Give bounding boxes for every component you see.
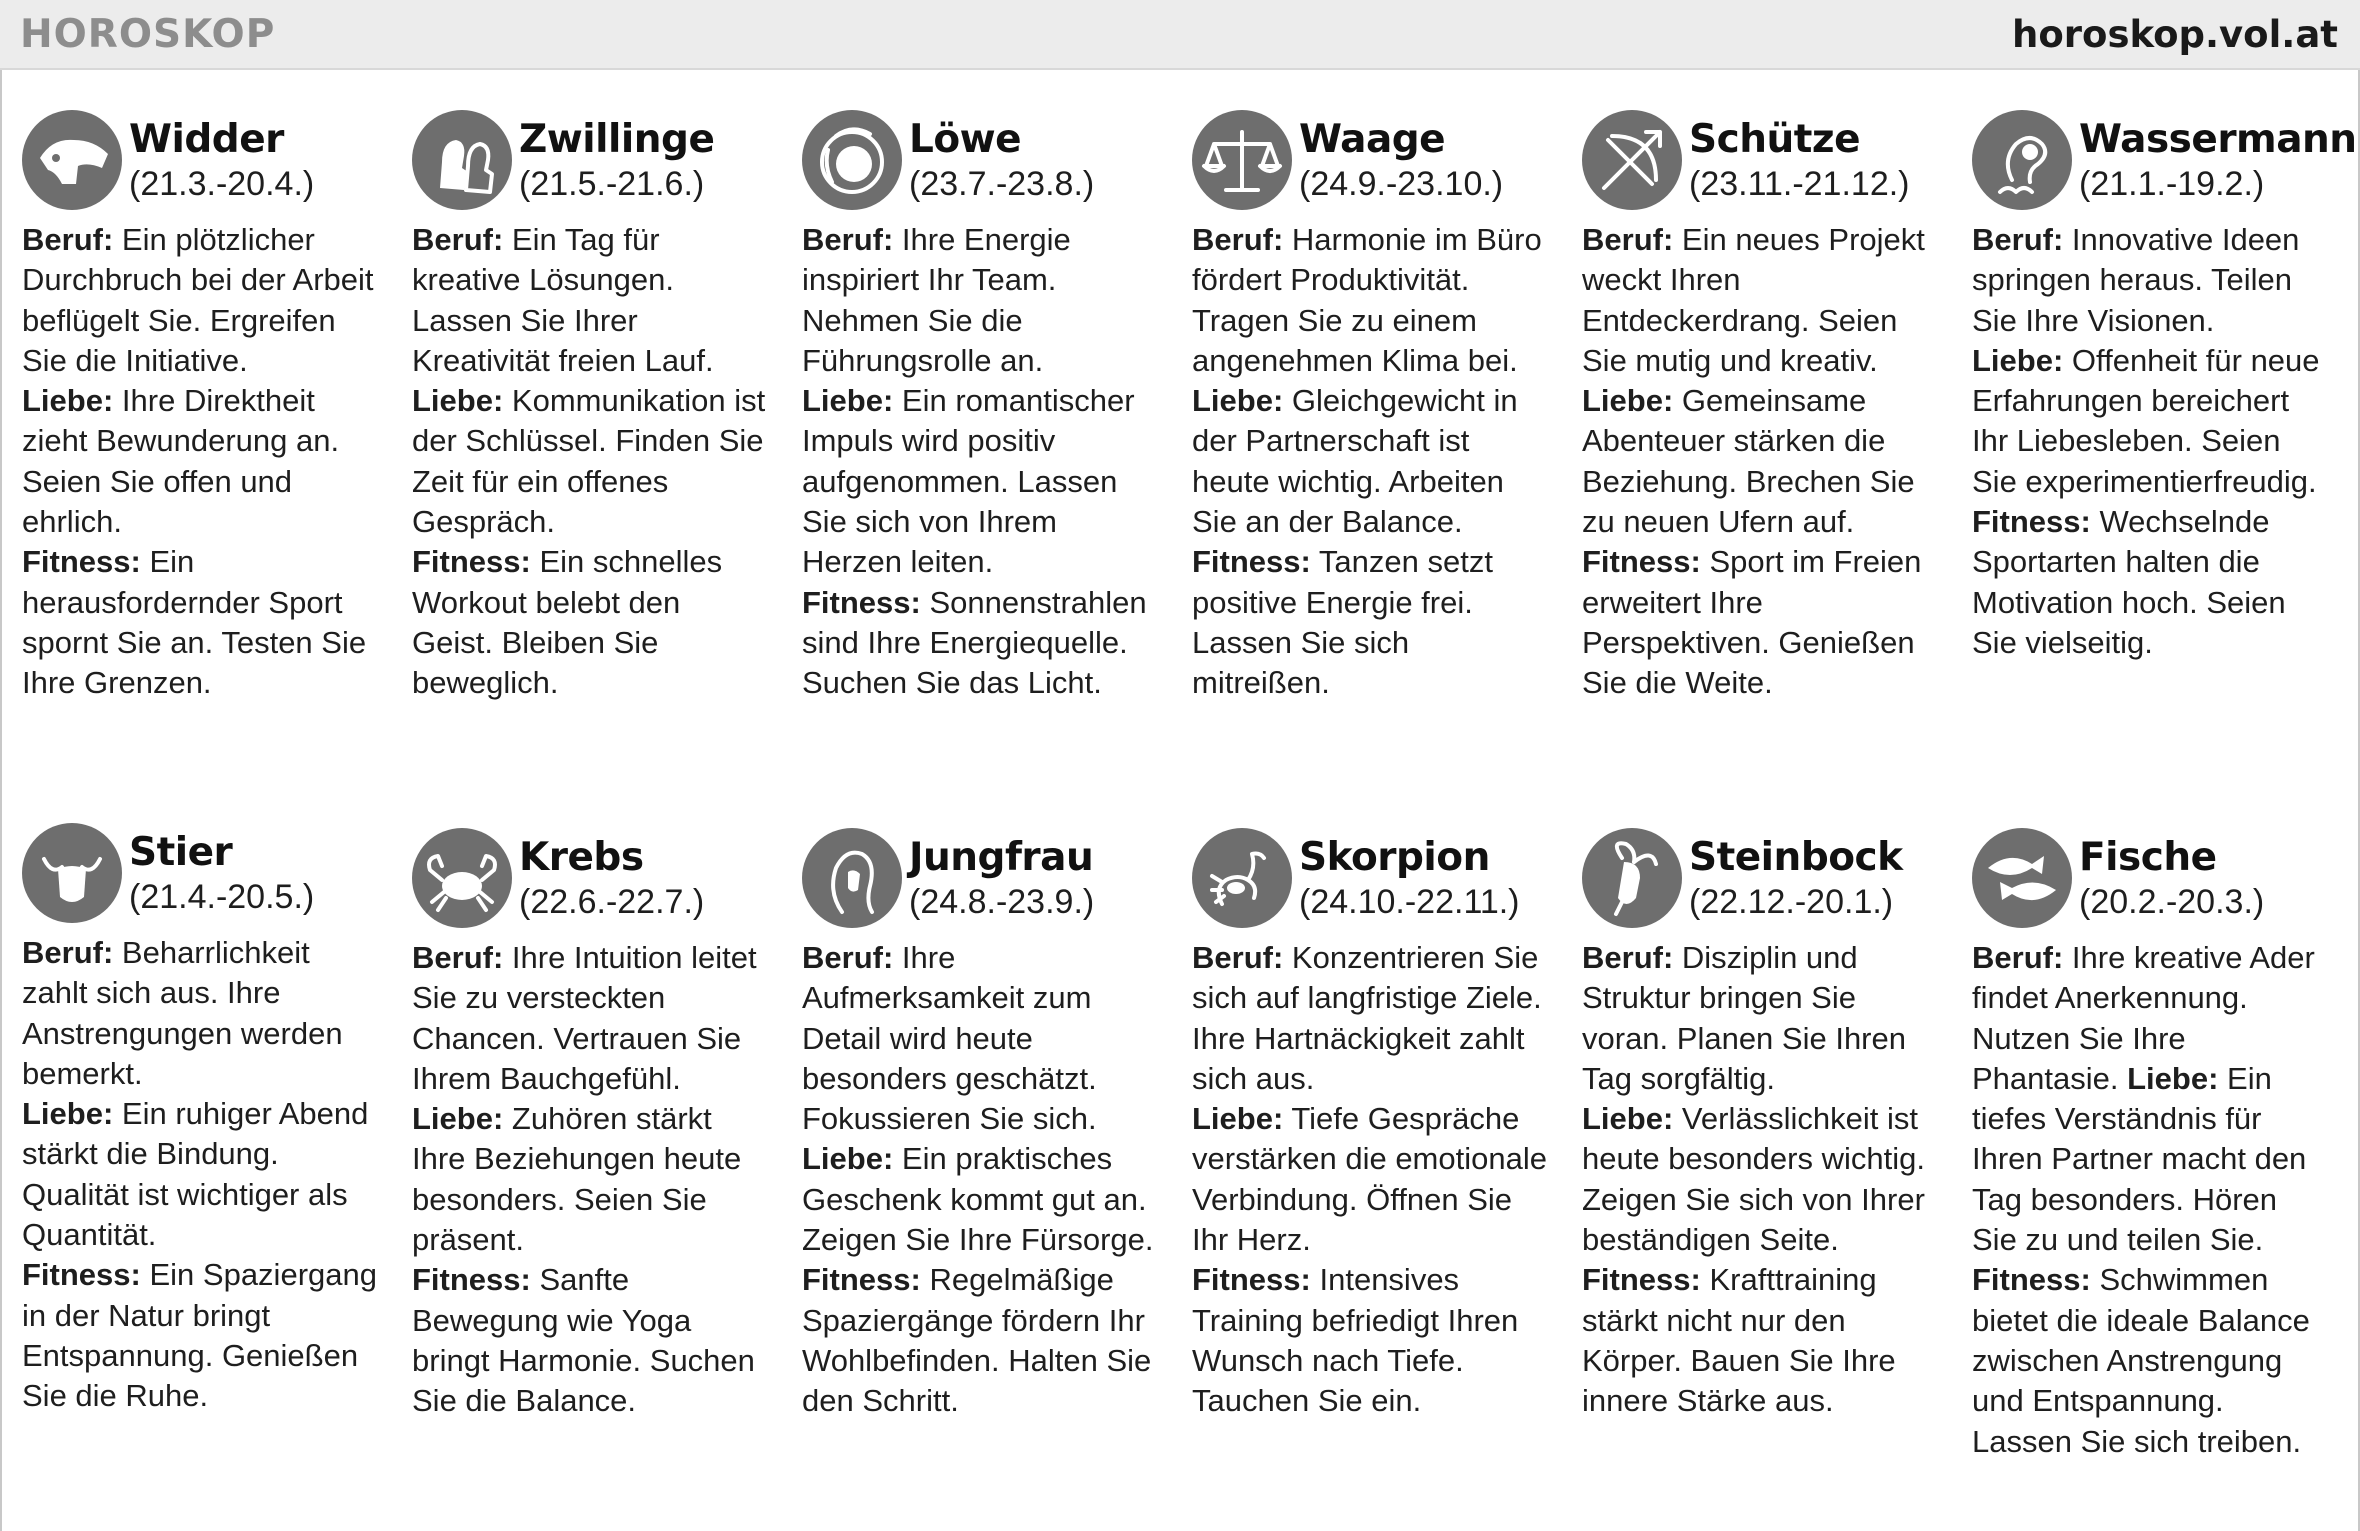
beruf-label: Beruf: [1582, 940, 1674, 975]
horoscope-card-skorpion [1192, 828, 1547, 1422]
fitness-text: Tanzen setzt positive Energie frei. Lassen Sie sich mitreißen. [1192, 544, 1493, 701]
section-label: HOROSKOP [20, 12, 276, 57]
beruf-section [1582, 938, 1937, 1099]
fitness-text: Sanfte Bewegung wie Yoga bringt Harmonie. Suchen Sie die Balance. [412, 1262, 755, 1419]
fitness-section [1582, 542, 1937, 703]
aquarius-icon [1972, 110, 2072, 210]
beruf-text: Ein Tag für kreative Lösungen. Lassen Sie Ihrer Kreativität freien Lauf. [412, 222, 714, 378]
horoscope-text [1192, 938, 1547, 1422]
card-header [1192, 110, 1547, 220]
fitness-label: Fitness: [412, 1262, 531, 1298]
horoscope-text [1972, 220, 2327, 663]
sign-name: Fische [2079, 835, 2217, 880]
card-header [1972, 110, 2357, 220]
horoscope-text [1192, 220, 1547, 704]
horoscope-card-fische [1972, 828, 2327, 1462]
site-url: horoskop.vol.at [2012, 13, 2338, 56]
liebe-label: Liebe: [1582, 383, 1674, 419]
beruf-text: Harmonie im Büro fördert Produktivität. Tragen Sie zu einem angenehmen Klima bei. [1192, 222, 1542, 378]
fitness-section [802, 583, 1157, 704]
fitness-section [412, 1260, 767, 1421]
pisces-fish-icon [1972, 828, 2072, 928]
beruf-section [802, 220, 1157, 381]
horoscope-card-stier [22, 823, 377, 1417]
fitness-text: Sport im Freien erweitert Ihre Perspektiven. Genießen Sie die Weite. [1582, 544, 1922, 701]
horoscope-text [22, 220, 377, 704]
liebe-text: Gemeinsame Abenteuer stärken die Beziehung. Brechen Sie zu neuen Ufern auf. [1582, 383, 1915, 540]
fitness-text: Intensives Training befriedigt Ihren Wunsch nach Tiefe. Tauchen Sie ein. [1192, 1262, 1519, 1419]
card-header [1582, 110, 1937, 220]
liebe-section [412, 1099, 767, 1260]
sign-name: Widder [129, 117, 284, 162]
sign-dates: (23.11.-21.12.) [1689, 165, 1910, 203]
liebe-text: Gleichgewicht in der Partnerschaft ist heute wichtig. Arbeiten Sie an der Balance. [1192, 383, 1518, 540]
beruf-label: Beruf: [412, 940, 504, 975]
sign-dates: (21.4.-20.5.) [129, 878, 315, 916]
liebe-label: Liebe: [1582, 1101, 1674, 1137]
virgo-maiden-icon [802, 828, 902, 928]
sign-dates: (24.9.-23.10.) [1299, 165, 1504, 203]
fitness-section [1972, 502, 2327, 663]
fitness-label: Fitness: [22, 544, 141, 580]
liebe-section [802, 381, 1157, 582]
sign-dates: (21.5.-21.6.) [519, 165, 705, 203]
beruf-section [22, 933, 377, 1094]
liebe-section [1192, 1099, 1547, 1260]
beruf-text: Innovative Ideen springen heraus. Teilen Sie Ihre Visionen. [1972, 222, 2300, 338]
horoscope-card-schütze [1582, 110, 1937, 704]
card-header [412, 828, 767, 938]
sign-name: Steinbock [1689, 835, 1903, 880]
card-header [22, 823, 377, 933]
beruf-section [1192, 220, 1547, 381]
liebe-text: Ein ruhiger Abend stärkt die Bindung. Qualität ist wichtiger als Quantität. [22, 1096, 369, 1253]
fitness-text: Ein Spaziergang in der Natur bringt Entspannung. Genießen Sie die Ruhe. [22, 1257, 377, 1414]
liebe-text: Verlässlichkeit ist heute besonders wichtig. Zeigen Sie sich von Ihrer beständigen Seite. [1582, 1101, 1925, 1258]
liebe-section [1582, 381, 1937, 542]
fitness-text: Schwimmen bietet die ideale Balance zwischen Anstrengung und Entspannung. Lassen Sie sich treiben. [1972, 1262, 2310, 1459]
sign-dates: (23.7.-23.8.) [909, 165, 1095, 203]
fitness-section [1582, 1260, 1937, 1421]
sagittarius-bow-icon [1582, 110, 1682, 210]
horoscope-text [412, 938, 767, 1422]
beruf-text: Ihre Energie inspiriert Ihr Team. Nehmen Sie die Führungsrolle an. [802, 222, 1071, 378]
beruf-text: Ein neues Projekt weckt Ihren Entdeckerdrang. Seien Sie mutig und kreativ. [1582, 222, 1925, 378]
gemini-twins-icon [412, 110, 512, 210]
fitness-label: Fitness: [802, 1262, 921, 1298]
liebe-label: Liebe: [802, 383, 894, 419]
fitness-label: Fitness: [22, 1257, 141, 1293]
horoscope-text [802, 938, 1157, 1422]
card-header [802, 828, 1157, 938]
fitness-text: Ein schnelles Workout belebt den Geist. Bleiben Sie beweglich. [412, 544, 723, 701]
sign-name: Waage [1299, 117, 1446, 162]
card-header [22, 110, 377, 220]
fitness-label: Fitness: [1192, 1262, 1311, 1298]
sign-dates: (21.1.-19.2.) [2079, 165, 2265, 203]
liebe-label: Liebe: [802, 1141, 894, 1177]
liebe-section [22, 381, 377, 542]
beruf-section [1972, 220, 2327, 341]
fitness-label: Fitness: [1582, 1262, 1701, 1298]
sign-name: Stier [129, 830, 233, 875]
liebe-section [412, 381, 767, 542]
liebe-label: Liebe: [412, 1101, 504, 1137]
beruf-text: Ein plötzlicher Durchbruch bei der Arbeit beflügelt Sie. Ergreifen Sie die Initiative. [22, 222, 374, 378]
leo-lion-icon [802, 110, 902, 210]
fitness-text: Sonnenstrahlen sind Ihre Energiequelle. Suchen Sie das Licht. [802, 584, 1147, 701]
beruf-label: Beruf: [1582, 222, 1674, 257]
sign-name: Jungfrau [909, 835, 1094, 880]
beruf-label: Beruf: [802, 222, 894, 257]
beruf-section [412, 220, 767, 381]
beruf-label: Beruf: [1972, 940, 2064, 975]
beruf-text: Beharrlichkeit zahlt sich aus. Ihre Anstrengungen werden bemerkt. [22, 935, 343, 1091]
beruf-label: Beruf: [1972, 222, 2064, 257]
fitness-section [412, 542, 767, 703]
horoscope-text [1582, 938, 1937, 1422]
liebe-section [1582, 1099, 1937, 1260]
taurus-bull-icon [22, 823, 122, 923]
sign-name: Schütze [1689, 117, 1861, 162]
fitness-section [22, 1255, 377, 1416]
beruf-label: Beruf: [1192, 222, 1284, 257]
fitness-label: Fitness: [1582, 544, 1701, 580]
scorpio-scorpion-icon [1192, 828, 1292, 928]
horoscope-text [802, 220, 1157, 704]
sign-name: Löwe [909, 117, 1022, 162]
sign-dates: (24.8.-23.9.) [909, 883, 1095, 921]
beruf-section [802, 938, 1157, 1139]
left-frame-line [0, 70, 2, 1531]
beruf-text: Ihre Aufmerksamkeit zum Detail wird heute besonders geschätzt. Fokussieren Sie sich. [802, 940, 1097, 1137]
liebe-text: Ein romantischer Impuls wird positiv aufgenommen. Lassen Sie sich von Ihrem Herzen leiten. [802, 383, 1135, 580]
liebe-label: Liebe: [1972, 342, 2064, 378]
liebe-section [22, 1094, 377, 1255]
capricorn-goat-icon [1582, 828, 1682, 928]
sign-name: Skorpion [1299, 835, 1490, 880]
sign-dates: (20.2.-20.3.) [2079, 883, 2265, 921]
liebe-section [1972, 341, 2327, 502]
liebe-section [1192, 381, 1547, 542]
fitness-label: Fitness: [1972, 504, 2091, 540]
beruf-text: Ihre Intuition leitet Sie zu versteckten Chancen. Vertrauen Sie Ihrem Bauchgefühl. [412, 940, 757, 1096]
liebe-section [802, 1139, 1157, 1260]
fitness-label: Fitness: [412, 544, 531, 580]
sign-dates: (22.12.-20.1.) [1689, 883, 1894, 921]
liebe-label: Liebe: [22, 383, 114, 419]
fitness-section [22, 542, 377, 703]
horoscope-card-wassermann [1972, 110, 2357, 663]
card-header [1972, 828, 2327, 938]
beruf-label: Beruf: [22, 222, 114, 257]
beruf-section [412, 938, 767, 1099]
card-header [1192, 828, 1547, 938]
sign-dates: (22.6.-22.7.) [519, 883, 705, 921]
sign-name: Wassermann [2079, 117, 2357, 162]
fitness-section [1192, 1260, 1547, 1421]
beruf-label: Beruf: [412, 222, 504, 257]
fitness-label: Fitness: [1192, 544, 1311, 580]
liebe-text: Ein tiefes Verständnis für Ihren Partner macht den Tag besonders. Hören Sie zu und teilen Sie. [1972, 1060, 2307, 1258]
beruf-label: Beruf: [802, 940, 894, 975]
card-header [802, 110, 1157, 220]
fitness-text: Regelmäßige Spaziergänge fördern Ihr Wohlbefinden. Halten Sie den Schritt. [802, 1262, 1152, 1419]
liebe-label: Liebe: [1192, 383, 1284, 419]
sign-dates: (21.3.-20.4.) [129, 165, 315, 203]
beruf-text: Ihre kreative Ader findet Anerkennung. Nutzen Sie Ihre Phantasie. [1972, 940, 2315, 1096]
horoscope-text [22, 933, 377, 1417]
beruf-label: Beruf: [22, 935, 114, 970]
fitness-text: Ein herausfordernder Sport spornt Sie an. Testen Sie Ihre Grenzen. [22, 544, 367, 701]
beruf-text: Konzentrieren Sie sich auf langfristige Ziele. Ihre Hartnäckigkeit zahlt sich aus. [1192, 940, 1542, 1096]
beruf-section [1192, 938, 1547, 1099]
liebe-text: Tiefe Gespräche verstärken die emotionale Verbindung. Öffnen Sie Ihr Herz. [1192, 1101, 1547, 1258]
fitness-label: Fitness: [802, 584, 921, 620]
sign-name: Zwillinge [519, 117, 715, 162]
horoscope-card-waage [1192, 110, 1547, 704]
fitness-section [802, 1260, 1157, 1421]
horoscope-card-widder [22, 110, 377, 704]
fitness-text: Krafttraining stärkt nicht nur den Körper. Bauen Sie Ihre innere Stärke aus. [1582, 1262, 1896, 1419]
horoscope-text [1972, 938, 2327, 1462]
cancer-crab-icon [412, 828, 512, 928]
horoscope-text [412, 220, 767, 704]
beruf-label: Beruf: [1192, 940, 1284, 975]
liebe-text: Ein praktisches Geschenk kommt gut an. Zeigen Sie Ihre Fürsorge. [802, 1141, 1154, 1258]
beruf-text: Disziplin und Struktur bringen Sie voran. Planen Sie Ihren Tag sorgfältig. [1582, 940, 1906, 1096]
libra-scales-icon [1192, 110, 1292, 210]
card-header [412, 110, 767, 220]
liebe-text: Zuhören stärkt Ihre Beziehungen heute besonders. Seien Sie präsent. [412, 1101, 742, 1258]
horoscope-card-löwe [802, 110, 1157, 704]
horoscope-card-zwillinge [412, 110, 767, 704]
liebe-text: Ihre Direktheit zieht Bewunderung an. Seien Sie offen und ehrlich. [22, 383, 340, 540]
aries-ram-icon [22, 110, 122, 210]
card-header [1582, 828, 1937, 938]
liebe-text: Offenheit für neue Erfahrungen bereichert Ihr Liebesleben. Seien Sie experimentierfreudig. [1972, 342, 2320, 499]
fitness-label: Fitness: [1972, 1262, 2091, 1298]
fitness-section [1972, 1260, 2327, 1461]
liebe-label: Liebe: [1192, 1101, 1284, 1137]
liebe-label: Liebe: [2127, 1060, 2219, 1096]
liebe-text: Kommunikation ist der Schlüssel. Finden Sie Zeit für ein offenes Gespräch. [412, 383, 766, 540]
page-header [0, 0, 2360, 70]
horoscope-card-krebs [412, 828, 767, 1422]
sign-dates: (24.10.-22.11.) [1299, 883, 1520, 921]
horoscope-text [1582, 220, 1937, 704]
sign-name: Krebs [519, 835, 644, 880]
horoscope-card-steinbock [1582, 828, 1937, 1422]
liebe-label: Liebe: [412, 383, 504, 419]
beruf-section [1582, 220, 1937, 381]
fitness-text: Wechselnde Sportarten halten die Motivation hoch. Seien Sie vielseitig. [1972, 504, 2286, 660]
horoscope-card-jungfrau [802, 828, 1157, 1422]
liebe-label: Liebe: [22, 1096, 114, 1132]
beruf-section [22, 220, 377, 381]
fitness-section [1192, 542, 1547, 703]
